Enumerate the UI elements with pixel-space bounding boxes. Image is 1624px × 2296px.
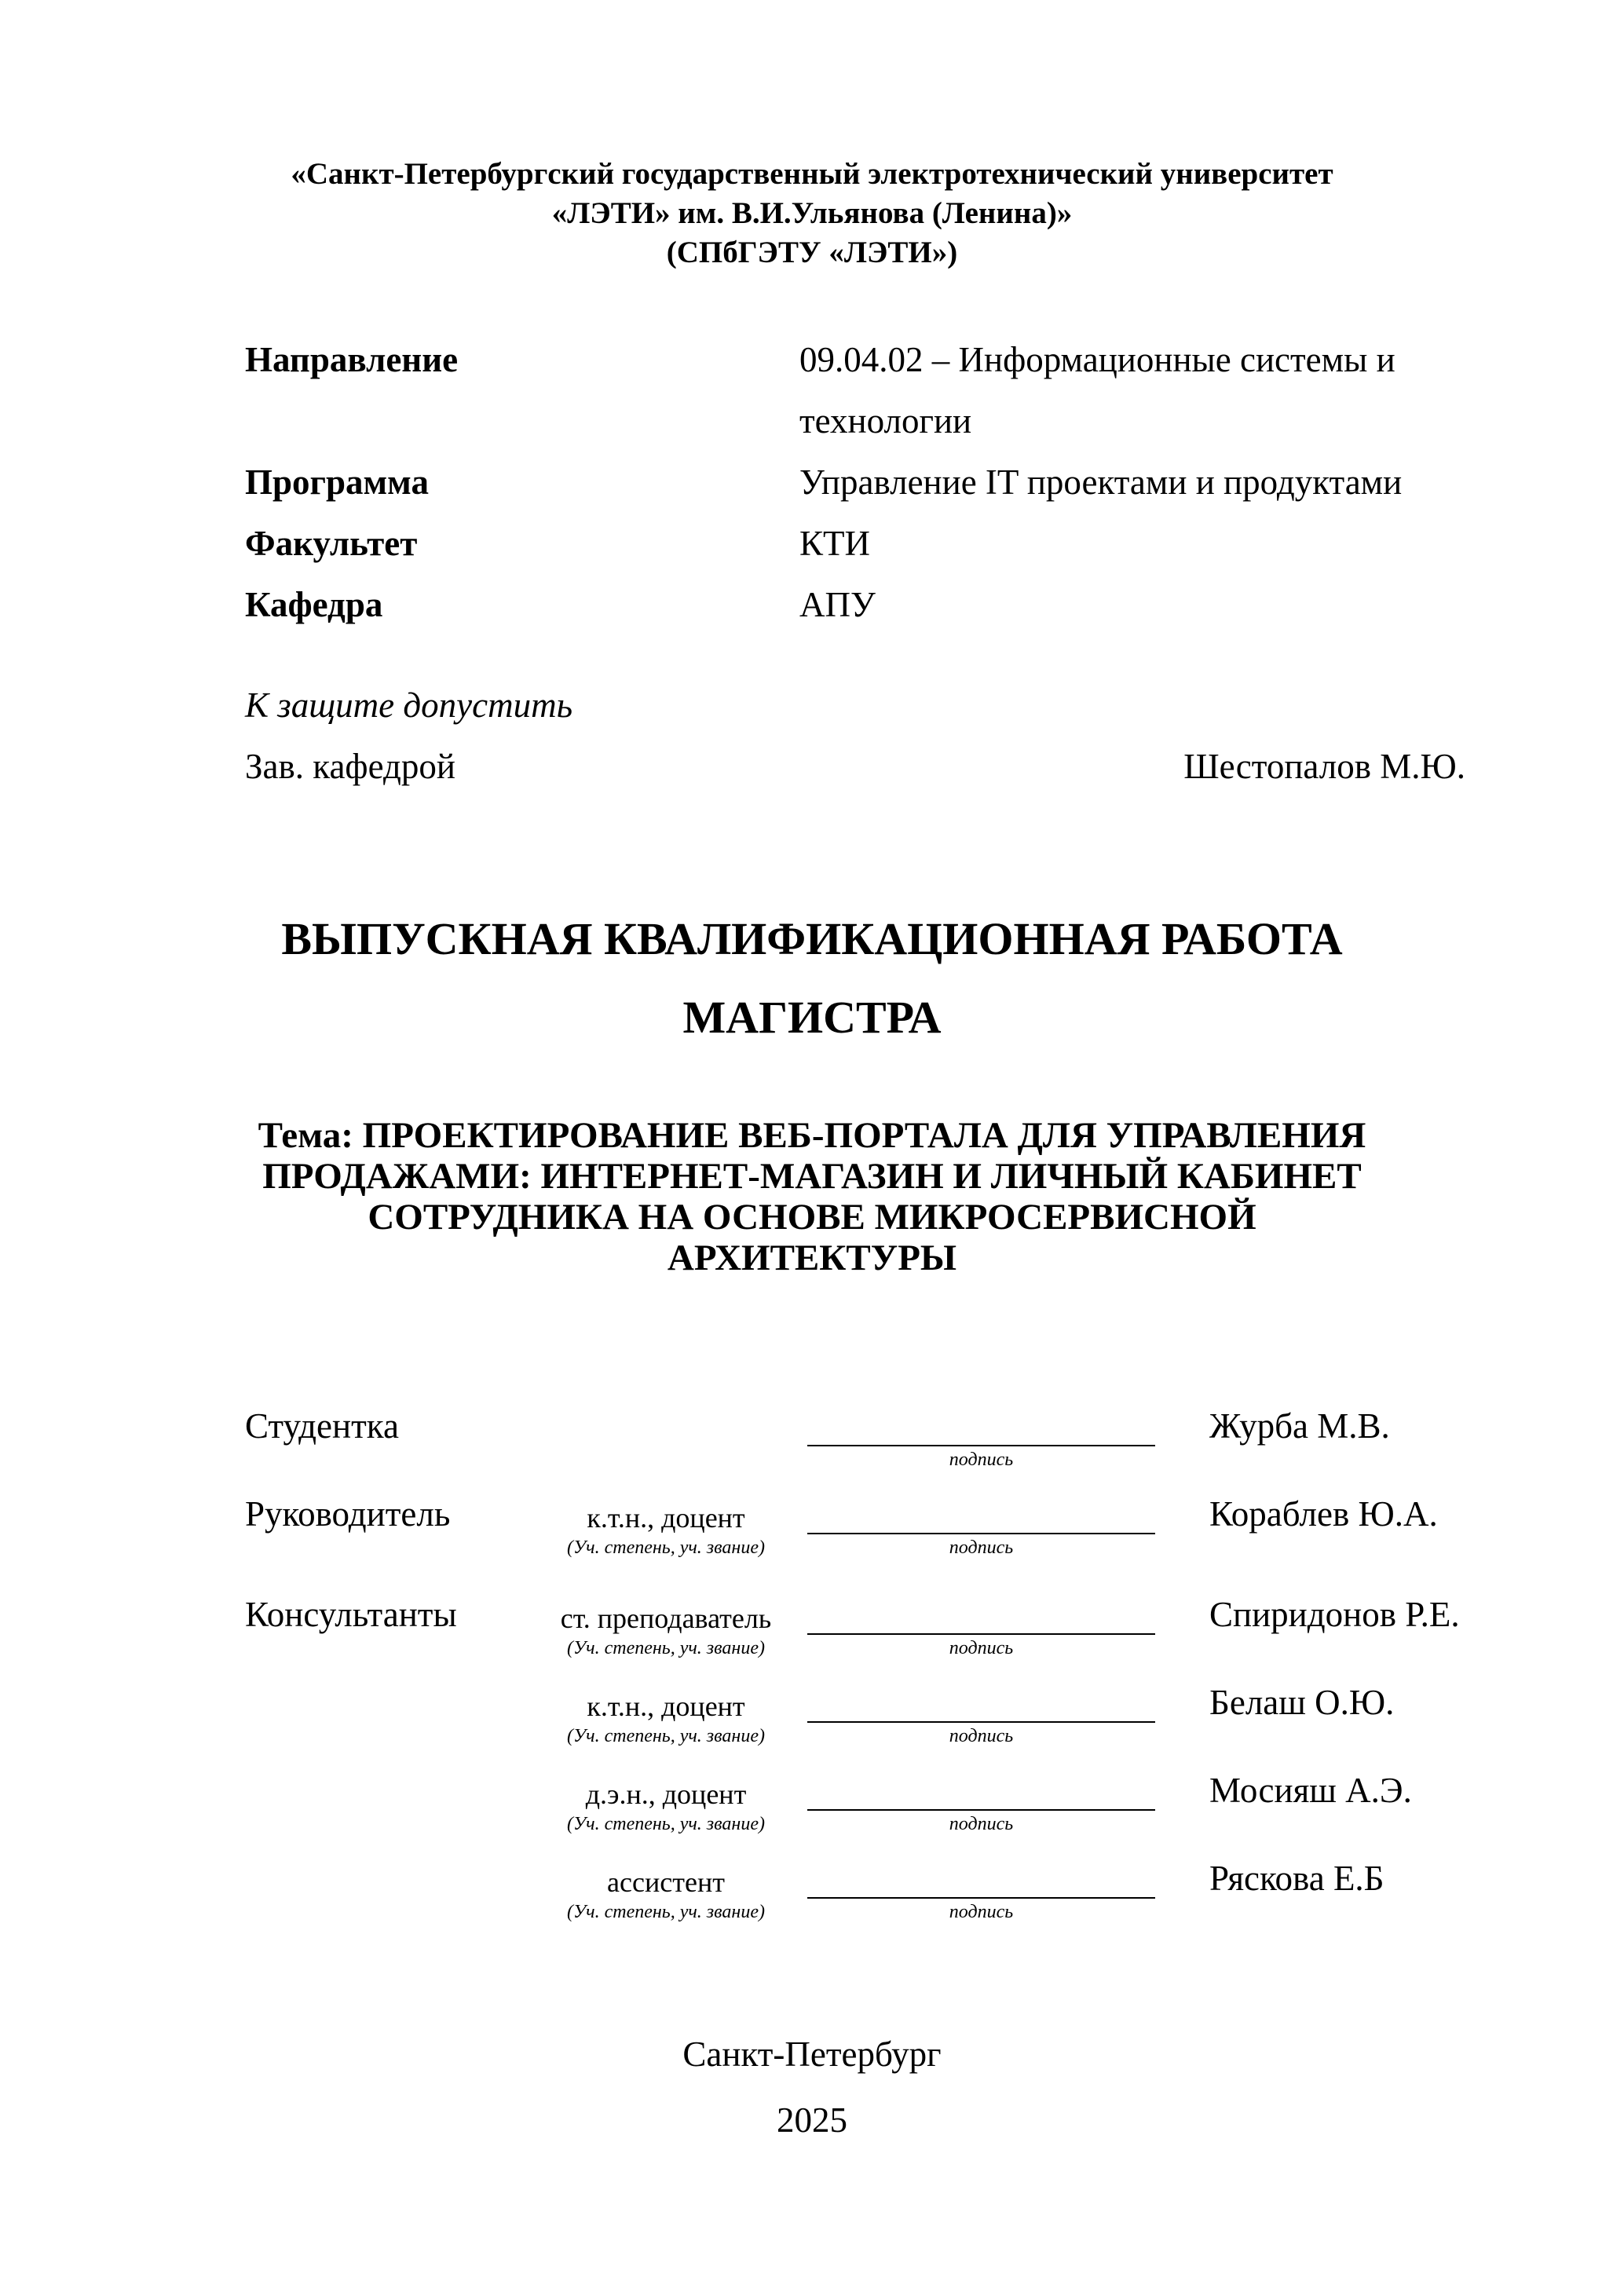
year: 2025 — [777, 2100, 847, 2140]
consultant-degree: д.э.н., доцент — [585, 1779, 747, 1810]
topic-line-3: СОТРУДНИКА НА ОСНОВЕ МИКРОСЕРВИСНОЙ — [368, 1197, 1256, 1238]
signature-line — [807, 1633, 1155, 1635]
consultant-name: Мосияш А.Э. — [1209, 1771, 1412, 1810]
admit-to-defense: К защите допустить — [245, 686, 573, 725]
signature-caption: подпись — [949, 1902, 1014, 1922]
signature-line — [807, 1533, 1155, 1534]
direction-value-line-2: технологии — [799, 401, 972, 441]
head-of-department-label: Зав. кафедрой — [245, 747, 455, 786]
direction-value-line-1: 09.04.02 – Информационные системы и — [799, 340, 1395, 379]
topic-line-1: Тема: ПРОЕКТИРОВАНИЕ ВЕБ-ПОРТАЛА ДЛЯ УПРАВЛЕНИЯ — [258, 1115, 1366, 1156]
consultant-name: Белаш О.Ю. — [1209, 1683, 1395, 1722]
degree-caption: (Уч. степень, уч. звание) — [567, 1814, 765, 1834]
faculty-value: КТИ — [799, 524, 870, 563]
consultant-name: Спиридонов Р.Е. — [1209, 1595, 1460, 1634]
signature-line — [807, 1809, 1155, 1811]
department-value: АПУ — [799, 585, 876, 624]
university-abbreviation: (СПбГЭТУ «ЛЭТИ») — [666, 236, 958, 269]
signature-line — [807, 1897, 1155, 1899]
consultant-degree: ст. преподаватель — [560, 1603, 772, 1634]
signature-caption: подпись — [949, 1726, 1014, 1746]
signature-line — [807, 1445, 1155, 1446]
city: Санкт-Петербург — [682, 2035, 942, 2074]
signature-caption: подпись — [949, 1537, 1014, 1558]
signature-caption: подпись — [949, 1638, 1014, 1658]
consultant-name: Ряскова Е.Б — [1209, 1859, 1384, 1898]
topic-line-4: АРХИТЕКТУРЫ — [667, 1238, 957, 1278]
supervisor-name: Кораблев Ю.А. — [1209, 1494, 1438, 1534]
program-label: Программа — [245, 462, 429, 502]
degree-caption: (Уч. степень, уч. звание) — [567, 1902, 765, 1922]
signature-line — [807, 1721, 1155, 1723]
student-role: Студентка — [245, 1406, 399, 1446]
university-name-line-1: «Санкт-Петербургский государственный электротехнический университет — [291, 157, 1333, 191]
department-label: Кафедра — [245, 585, 383, 624]
direction-label: Направление — [245, 340, 459, 379]
program-value: Управление IT проектами и продуктами — [799, 462, 1403, 502]
student-name: Журба М.В. — [1209, 1406, 1390, 1446]
head-of-department-name: Шестопалов М.Ю. — [1183, 747, 1465, 786]
consultants-role: Консультанты — [245, 1595, 457, 1634]
university-name-line-2: «ЛЭТИ» им. В.И.Ульянова (Ленина)» — [551, 196, 1073, 230]
signature-caption: подпись — [949, 1450, 1014, 1470]
topic-line-2: ПРОДАЖАМИ: ИНТЕРНЕТ-МАГАЗИН И ЛИЧНЫЙ КАБИНЕТ — [262, 1156, 1362, 1197]
consultant-degree: ассистент — [607, 1866, 725, 1898]
supervisor-role: Руководитель — [245, 1494, 451, 1534]
consultant-degree: к.т.н., доцент — [587, 1691, 745, 1722]
degree-caption: (Уч. степень, уч. звание) — [567, 1537, 765, 1558]
supervisor-degree: к.т.н., доцент — [587, 1502, 745, 1534]
degree-caption: (Уч. степень, уч. звание) — [567, 1638, 765, 1658]
thesis-title-line-1: ВЫПУСКНАЯ КВАЛИФИКАЦИОННАЯ РАБОТА — [281, 913, 1343, 964]
signature-caption: подпись — [949, 1814, 1014, 1834]
thesis-title-line-2: МАГИСТРА — [682, 992, 942, 1043]
degree-caption: (Уч. степень, уч. звание) — [567, 1726, 765, 1746]
faculty-label: Факультет — [245, 524, 418, 563]
